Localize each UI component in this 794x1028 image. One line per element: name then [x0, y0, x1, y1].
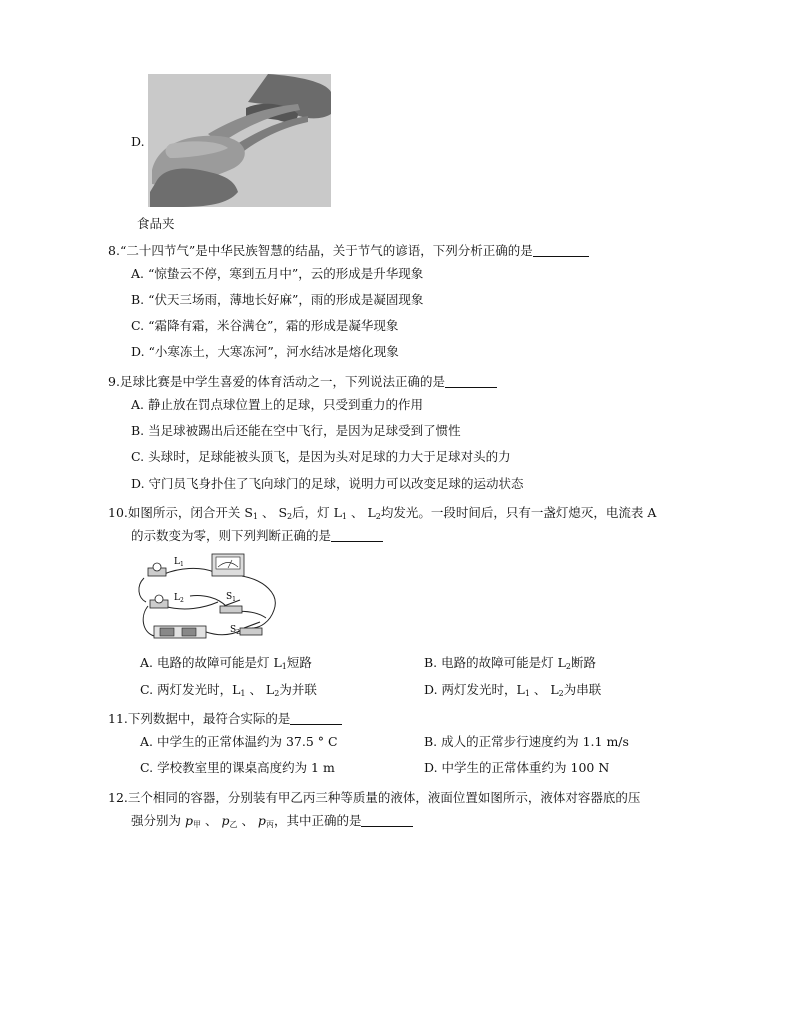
answer-blank[interactable] — [445, 375, 497, 388]
q10-option-b: B. 电路的故障可能是灯 $L_2$断路 — [424, 655, 597, 671]
answer-blank[interactable] — [533, 244, 589, 257]
q10-option-a: A. 电路的故障可能是灯 $L_1$短路 — [140, 655, 312, 671]
question-10-stem-line2: 的示数变为零，则下列判断正确的是 — [131, 528, 383, 544]
question-12-stem-line2: 强分别为 $p_甲$ 、 $p_乙$ 、 $p_丙$，其中正确的是 — [131, 813, 413, 829]
question-11-stem: 11.下列数据中，最符合实际的是 — [108, 711, 342, 727]
q10-option-c: C. 两灯发光时，$L_1$ 、 $L_2$为并联 — [140, 682, 317, 698]
answer-blank[interactable] — [331, 529, 383, 542]
q10-option-d: D. 两灯发光时，$L_1$ 、 $L_2$为串联 — [424, 682, 602, 698]
ammeter-icon — [212, 554, 244, 576]
food-tongs-illustration — [148, 74, 331, 207]
question-8-stem: 8.“二十四节气”是中华民族智慧的结晶，关于节气的谚语，下列分析正确的是 — [108, 243, 589, 259]
label-l1: $L_1$ — [174, 557, 184, 568]
answer-blank[interactable] — [361, 814, 413, 827]
q8-option-b: B. “伏天三场雨，薄地长好麻”，雨的形成是凝固现象 — [131, 292, 424, 307]
q11-option-d: D. 中学生的正常体重约为 100 N — [424, 760, 610, 775]
answer-blank[interactable] — [290, 712, 342, 725]
circuit-diagram — [134, 546, 284, 646]
lamp-l1-icon — [148, 563, 166, 576]
label-s2: $S_2$ — [230, 625, 240, 636]
battery-icon — [154, 626, 206, 638]
q11-option-a: A. 中学生的正常体温约为 37.5 ° C — [140, 734, 338, 749]
q9-option-b: B. 当足球被踢出后还能在空中飞行，是因为足球受到了惯性 — [131, 423, 461, 438]
q8-option-d: D. “小寒冻土，大寒冻河”，河水结冰是熔化现象 — [131, 344, 399, 359]
label-s1: $S_1$ — [226, 592, 236, 603]
food-tongs-photo — [148, 74, 331, 207]
option-d-letter: D. — [131, 134, 145, 149]
q11-option-c: C. 学校教室里的课桌高度约为 1 m — [140, 760, 335, 775]
q9-option-d: D. 守门员飞身扑住了飞向球门的足球，说明力可以改变足球的运动状态 — [131, 476, 524, 491]
lamp-l2-icon — [150, 595, 168, 608]
question-12-stem: 12.三个相同的容器，分别装有甲乙丙三种等质量的液体，液面位置如图所示，液体对容器底的压 — [108, 790, 641, 805]
image-caption: 食品夹 — [137, 216, 175, 231]
question-10-stem: 10.如图所示，闭合开关 $S_1$ 、 $S_2$后，灯 $L_1$ 、 $L_2$均发光。一段时间后，只有一盏灯熄灭，电流表 A — [108, 505, 657, 521]
q11-option-b: B. 成人的正常步行速度约为 1.1 m/s — [424, 734, 629, 749]
q8-option-c: C. “霜降有霜，米谷满仓”，霜的形成是凝华现象 — [131, 318, 399, 333]
switch-s2-icon — [240, 622, 262, 635]
label-l2: $L_2$ — [174, 593, 184, 604]
question-9-stem: 9.足球比赛是中学生喜爱的体育活动之一，下列说法正确的是 — [108, 374, 497, 390]
q8-option-a: A. “惊蛰云不停，寒到五月中”，云的形成是升华现象 — [131, 266, 424, 281]
q9-option-a: A. 静止放在罚点球位置上的足球，只受到重力的作用 — [131, 397, 423, 412]
q9-option-c: C. 头球时，足球能被头顶飞，是因为头对足球的力大于足球对头的力 — [131, 449, 511, 464]
